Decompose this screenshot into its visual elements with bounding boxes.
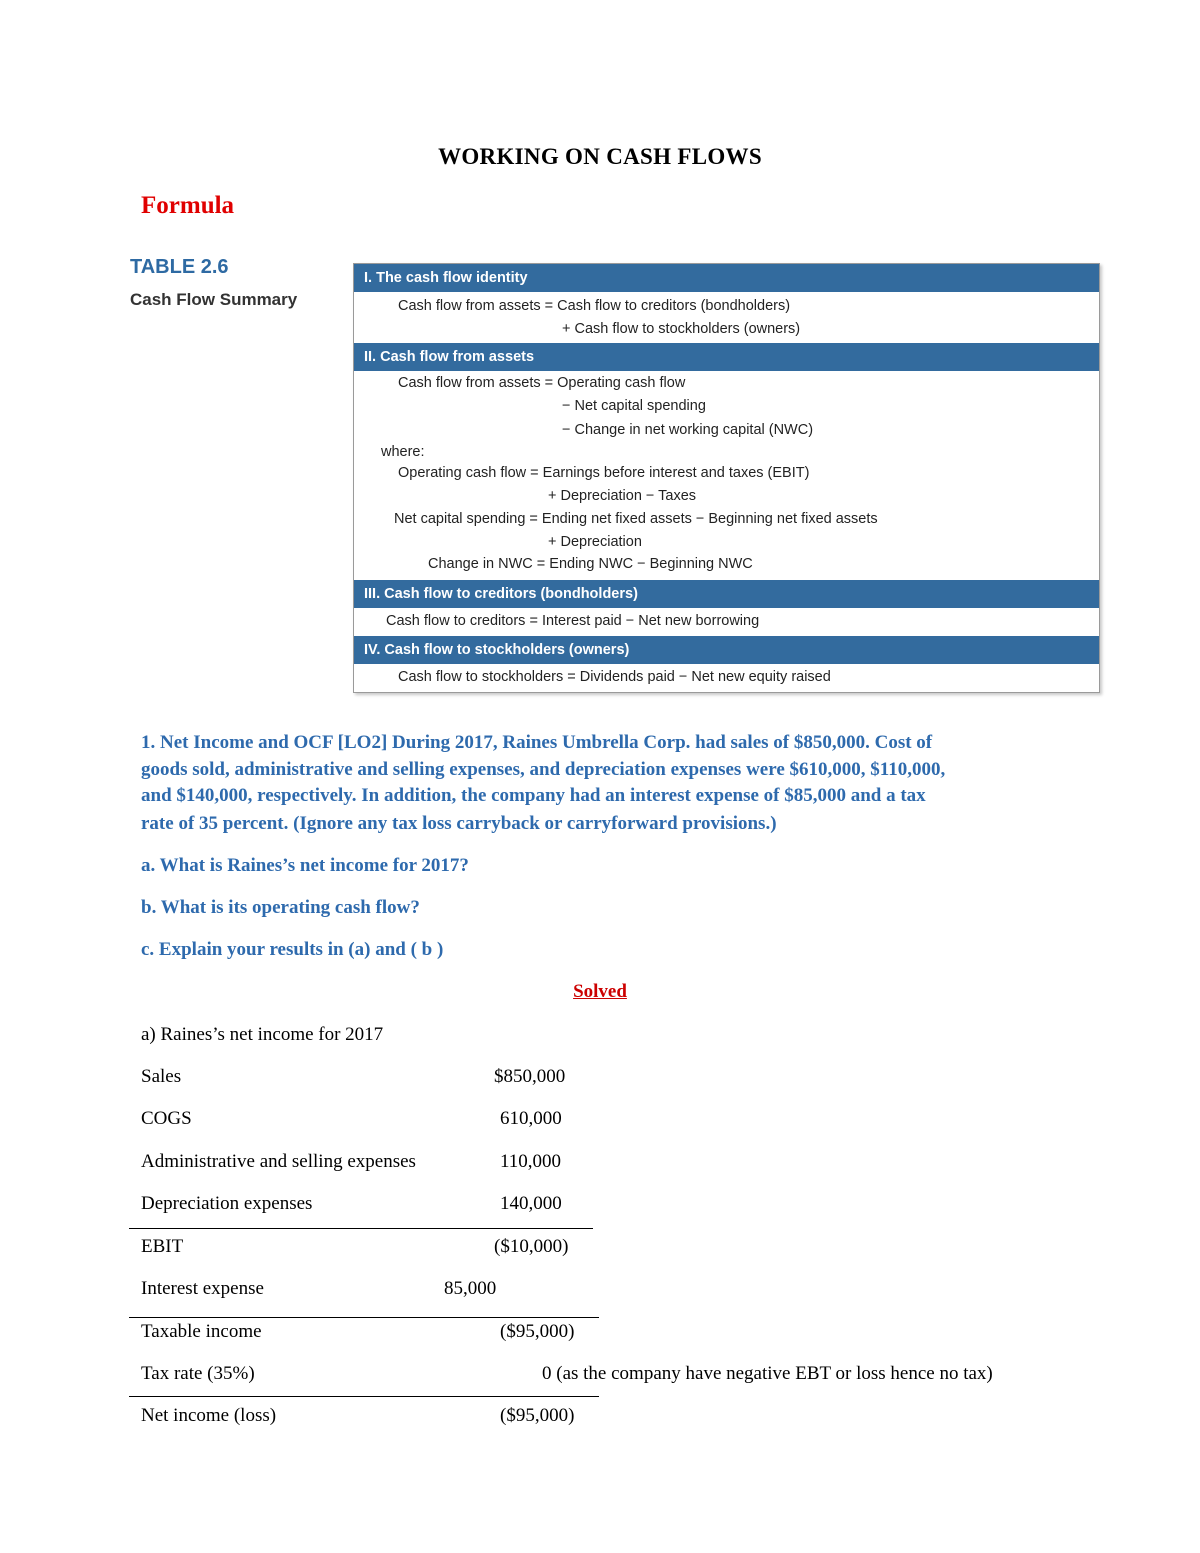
question-text: and $140,000, respectively. In addition, the company had an interest expense of $85,000 and a tax [141,785,926,806]
table-line: Cash flow from assets = Operating cash flow [398,375,686,391]
table-line: Cash flow to stockholders = Dividends paid − Net new equity raised [398,669,831,685]
solution-row-label: Taxable income [141,1321,262,1342]
solution-row-label: Interest expense [141,1278,264,1299]
solution-row-value: 140,000 [500,1193,562,1214]
solution-row-value: ($95,000) [500,1321,575,1342]
solution-row-value: ($95,000) [500,1405,575,1426]
solution-row-value: 85,000 [444,1278,497,1299]
section-header-stockholders: IV. Cash flow to stockholders (owners) [354,636,1099,664]
table-line: + Cash flow to stockholders (owners) [562,321,801,337]
solution-row-label: Administrative and selling expenses [141,1151,416,1172]
solution-row-label: Net income (loss) [141,1405,277,1426]
solution-row-value: 110,000 [500,1151,562,1172]
table-line: Cash flow from assets = Cash flow to creditors (bondholders) [398,298,791,314]
solution-heading: a) Raines’s net income for 2017 [141,1024,384,1045]
solution-row-value: 610,000 [500,1108,562,1129]
solution-row-label: Depreciation expenses [141,1193,313,1214]
table-line: Change in NWC = Ending NWC − Beginning NWC [428,556,753,572]
solution-row-label: Sales [141,1066,182,1087]
question-text: goods sold, administrative and selling expenses, and depreciation expenses were $610,000, $110,000, [141,759,946,780]
section-header-assets: II. Cash flow from assets [354,343,1099,371]
table-line: Net capital spending = Ending net fixed assets − Beginning net fixed assets [394,511,878,527]
table-line: Operating cash flow = Earnings before interest and taxes (EBIT) [398,465,810,481]
table-line: − Change in net working capital (NWC) [562,422,814,438]
table-line: + Depreciation [548,534,642,550]
solution-row-value: ($10,000) [494,1236,569,1257]
cash-flow-summary-table [353,263,1100,693]
table-line: Cash flow to creditors = Interest paid − Net new borrowing [386,613,760,629]
table-caption: Cash Flow Summary [130,290,298,309]
solution-row-label: Tax rate (35%) [141,1363,255,1384]
divider-line [129,1396,599,1397]
solution-row-value: 0 (as the company have negative EBT or loss hence no tax) [542,1363,993,1384]
table-label: TABLE 2.6 [130,256,229,278]
section-header-identity: I. The cash flow identity [354,264,1099,292]
question-text: 1. Net Income and OCF [LO2] During 2017, Raines Umbrella Corp. had sales of $850,000. Cost of [141,732,933,753]
question-text: rate of 35 percent. (Ignore any tax loss carryback or carryforward provisions.) [141,813,777,834]
table-line: + Depreciation − Taxes [548,488,697,504]
question-part-c: c. Explain your results in (a) and ( b ) [141,939,444,960]
question-part-b: b. What is its operating cash flow? [141,897,420,918]
table-line: where: [381,444,425,460]
formula-heading: Formula [141,192,235,219]
question-part-a: a. What is Raines’s net income for 2017? [141,855,469,876]
solution-row-label: EBIT [141,1236,184,1257]
solution-row-value: $850,000 [494,1066,566,1087]
solved-heading: Solved [573,981,627,1002]
page-title: WORKING ON CASH FLOWS [438,144,762,169]
divider-line [129,1228,593,1229]
solution-row-label: COGS [141,1108,192,1129]
section-header-creditors: III. Cash flow to creditors (bondholders) [354,580,1099,608]
divider-line [129,1317,599,1318]
table-line: − Net capital spending [562,398,706,414]
